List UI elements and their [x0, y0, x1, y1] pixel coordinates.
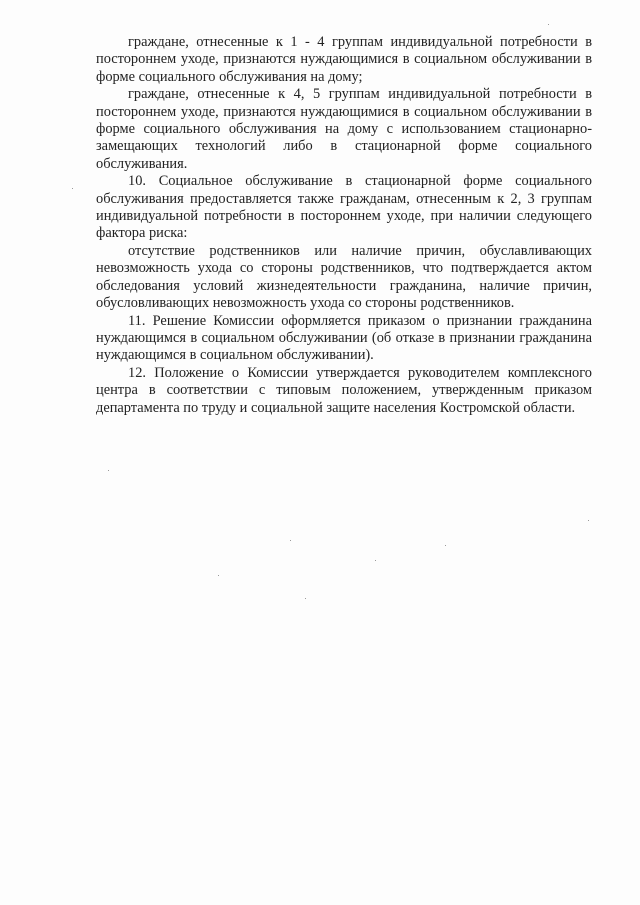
paragraph-risk-factor: отсутствие родственников или наличие причин, обуславливающих невозможность ухода со стороны родственников, что подтверждается актом обследования условий жизнедеятельности гражданина, наличие причин, обусловливающих невозможность ухода со стороны родственников.: [96, 242, 592, 312]
paragraph-item-11: 11. Решение Комиссии оформляется приказом о признании гражданина нуждающимся в социальном обслуживании (об отказе в признании гражданина нуждающимся в социальном обслуживании).: [96, 312, 592, 364]
document-body: [96, 34, 592, 417]
scan-speck: [548, 24, 549, 25]
paragraph-group-4-5: граждане, отнесенные к 4, 5 группам индивидуальной потребности в постороннем уходе, признаются нуждающимися в социальном обслуживании в форме социального обслуживания на дому с использованием стационарно-замещающих технологий либо в стационарной форме социального обслуживания.: [96, 86, 592, 172]
scan-speck: [588, 520, 589, 521]
scan-speck: [108, 470, 109, 471]
paragraph-item-12: 12. Положение о Комиссии утверждается руководителем комплексного центра в соответствии с типовым положением, утвержденным приказом департамента по труду и социальной защите населения Костромской области.: [96, 364, 592, 416]
scan-speck: [445, 545, 446, 546]
scan-speck: [218, 575, 219, 576]
scan-speck: [305, 598, 306, 599]
scan-speck: [375, 560, 376, 561]
paragraph-group-1-4: граждане, отнесенные к 1 - 4 группам индивидуальной потребности в постороннем уходе, признаются нуждающимися в социальном обслуживании в форме социального обслуживания на дому;: [96, 34, 592, 85]
scan-speck: [72, 188, 73, 189]
scan-speck: [290, 540, 291, 541]
paragraph-item-10: 10. Социальное обслуживание в стационарной форме социального обслуживания предоставляется также гражданам, отнесенным к 2, 3 группам индивидуальной потребности в постороннем уходе, при наличии следующего фактора риска:: [96, 173, 592, 242]
